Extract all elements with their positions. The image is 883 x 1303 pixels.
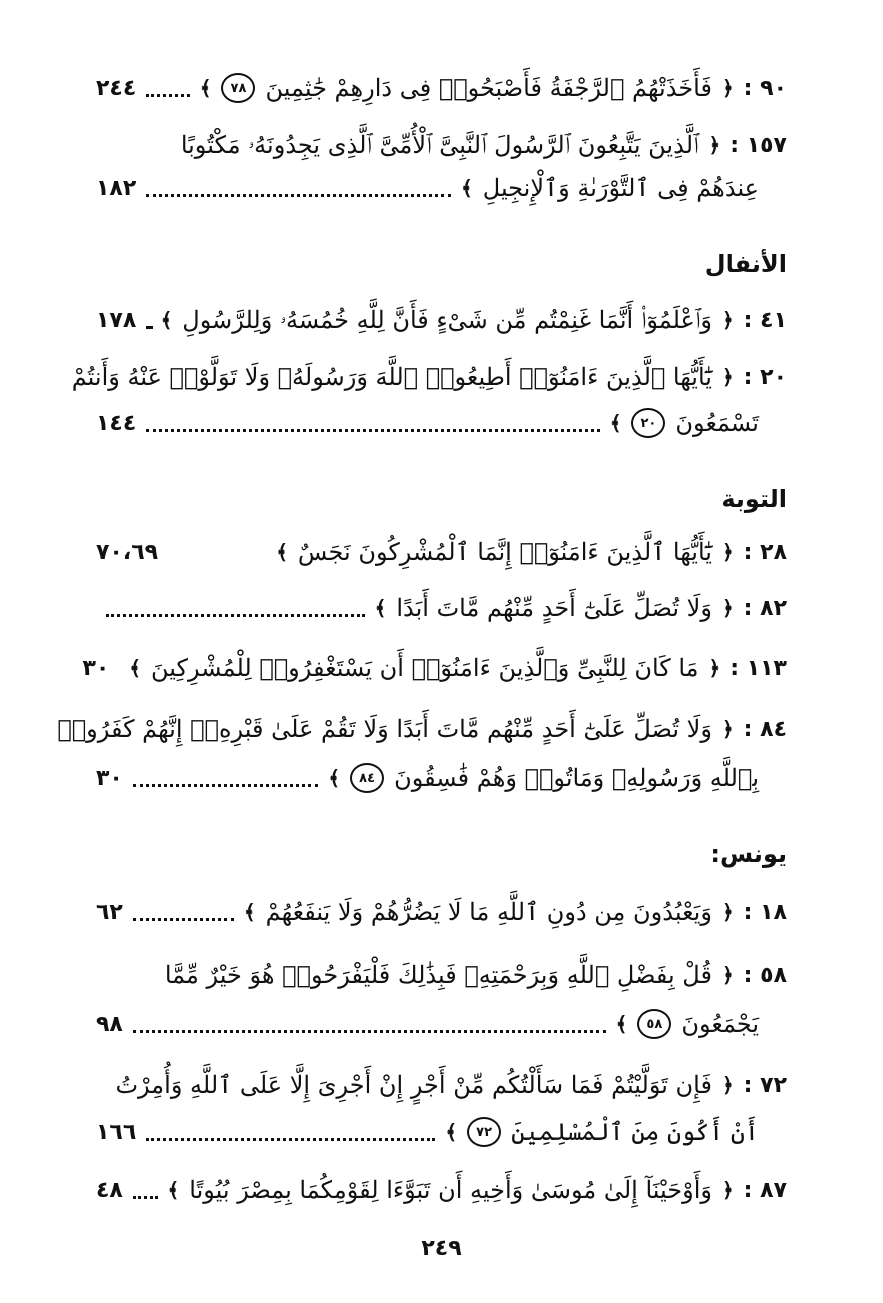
surah-heading: يونس: [710,840,787,868]
entry-row [96,955,787,995]
verse-text: قُلْ بِفَضْلِ ٱللَّهِ وَبِرَحْمَتِهِۦ فَبِذَٰلِكَ فَلْيَفْرَحُوا۟ هُوَ خَيْرٌ مِّمَّا [164,961,712,989]
page-reference: ٩٨ [96,1011,123,1037]
verse-number: ١٨ : [743,899,787,925]
page-reference: ١٨٢ [96,175,137,201]
verse-text: يَٰٓأَيُّهَا ٱلَّذِينَ ءَامَنُوٓا۟ أَطِيعُوا۟ ٱللَّهَ وَرَسُولَهُۥ وَلَا تَوَلَّوْا۟ عَنْهُ وَأَنتُمْ [71,363,712,391]
entry-row [96,532,787,572]
verse-number: ٨٤ : [743,716,787,742]
entry-row [96,758,787,798]
dot-leader [106,600,365,617]
verse-number: ٢٨ : [743,539,787,565]
verse-text: يَٰٓأَيُّهَا ٱلَّذِينَ ءَامَنُوٓا۟ إِنَّمَا ٱلْمُشْرِكُونَ نَجَسٌ [297,538,712,566]
open-bracket: ﴿ [721,1178,734,1202]
dot-leader [133,770,319,787]
close-bracket: ﴾ [129,656,142,680]
verse [461,174,759,202]
verse-text: وَلَا تُصَلِّ عَلَىٰٓ أَحَدٍ مِّنْهُم مَّاتَ أَبَدًا [396,594,712,622]
verse-text: مَا كَانَ لِلنَّبِىِّ وَٱلَّذِينَ ءَامَنُوٓا۟ أَن يَسْتَغْفِرُوا۟ لِلْمُشْرِكِينَ [151,654,699,682]
verse-number: ١١٣ : [730,655,787,681]
entry-row [96,1112,787,1152]
verse [161,306,787,334]
open-bracket: ﴿ [708,133,721,157]
page-reference: ٢٤٤ [96,75,137,101]
dot-leader [146,1124,435,1141]
entry-row [96,1065,787,1105]
page-reference: ٧٠،٦٩ [96,539,159,565]
verse-number: ٨٢ : [743,595,787,621]
open-bracket: ﴿ [721,1073,734,1097]
entry-row [96,125,787,165]
close-bracket: ﴾ [445,1120,458,1144]
ayah-marker: ٢٠ [631,408,665,438]
dot-leader [133,1016,606,1033]
close-bracket: ﴾ [609,411,622,435]
verse-text: تَسْمَعُونَ [675,409,759,437]
open-bracket: ﴿ [721,540,734,564]
verse-number: ٥٨ : [743,962,787,988]
open-bracket: ﴿ [721,596,734,620]
open-bracket: ﴿ [721,365,734,389]
verse [244,898,787,926]
open-bracket: ﴿ [721,900,734,924]
verse-number: ٩٠ : [743,75,787,101]
close-bracket: ﴾ [374,596,387,620]
dot-leader [146,312,150,329]
entry-row [96,1170,787,1210]
verse [200,73,787,103]
close-bracket: ﴾ [199,76,212,100]
entry-row [96,403,787,443]
close-bracket: ﴾ [276,540,288,564]
verse-number: ١٥٧ : [730,132,787,158]
verse [181,131,787,159]
close-bracket: ﴾ [328,766,341,790]
verse-text: بِٱللَّهِ وَرَسُولِهِۦ وَمَاتُوا۟ وَهُمْ فَٰسِقُونَ [394,764,759,792]
page-reference: ٣٠ [96,765,123,791]
open-bracket: ﴿ [708,656,721,680]
open-bracket: ﴿ [721,717,734,741]
entry-row [82,648,787,688]
surah-heading: التوبة [721,485,787,513]
verse [375,594,787,622]
verse-number: ٢٠ : [743,364,787,390]
verse-number: ٤١ : [743,307,787,333]
verse-text: يَجْمَعُونَ [681,1010,759,1038]
verse [328,763,759,793]
ayah-marker: ٧٨ [221,73,255,103]
ayah-marker: ٥٨ [637,1009,671,1039]
page-reference: ١٦٦ [96,1119,137,1145]
entry-row [96,892,787,932]
dot-leader [133,1182,158,1199]
verse [165,961,787,989]
dot-leader [146,180,451,197]
open-bracket: ﴿ [721,76,734,100]
open-bracket: ﴿ [721,963,734,987]
verse-text: وَيَعْبُدُونَ مِن دُونِ ٱللَّهِ مَا لَا يَضُرُّهُمْ وَلَا يَنفَعُهُمْ [265,898,712,926]
verse [72,363,787,391]
entry-row [71,357,787,397]
verse-text: أَنْ أَكُونَ مِنَ ٱلْمُسْلِمِينَ [511,1118,759,1146]
entry-row [96,168,787,208]
entry-row [96,300,787,340]
page-reference: ١٧٨ [96,307,137,333]
close-bracket: ﴾ [160,308,173,332]
verse-text: عِندَهُمْ فِى ٱلتَّوْرَىٰةِ وَٱلْإِنجِيلِ [482,174,759,202]
verse [616,1009,759,1039]
page-reference: ٣٠ [82,655,110,681]
verse [57,715,787,743]
page-number: ٢٤٩ [421,1236,462,1261]
page-reference: ٦٢ [96,899,123,925]
close-bracket: ﴾ [243,900,256,924]
ayah-marker: ٨٤ [350,763,384,793]
dot-leader [146,80,189,97]
close-bracket: ﴾ [167,1178,180,1202]
ayah-marker: ٧٢ [467,1117,501,1147]
verse-text: فَإِن تَوَلَّيْتُمْ فَمَا سَأَلْتُكُم مِّنْ أَجْرٍ إِنْ أَجْرِىَ إِلَّا عَلَى ٱللَّهِ وَأُمِرْتُ [115,1071,712,1099]
entry-row [96,1004,787,1044]
verse [276,538,787,566]
entry-row [96,588,787,628]
page-reference: ٤٨ [96,1177,123,1203]
close-bracket: ﴾ [615,1012,628,1036]
verse [610,408,759,438]
verse-text: وَٱعْلَمُوٓا۟ أَنَّمَا غَنِمْتُم مِّن شَىْءٍ فَأَنَّ لِلَّهِ خُمُسَهُۥ وَلِلرَّسُولِ [182,306,712,334]
verse-text: ٱلَّذِينَ يَتَّبِعُونَ ٱلرَّسُولَ ٱلنَّبِىَّ ٱلْأُمِّىَّ ٱلَّذِى يَجِدُونَهُۥ مَكْتُوبًا [180,131,699,159]
verse-number: ٧٢ : [743,1072,787,1098]
close-bracket: ﴾ [461,176,473,200]
entry-row [57,709,787,749]
page-reference: ١٤٤ [96,410,137,436]
entry-row [96,68,787,108]
dot-leader [146,415,599,432]
verse [115,1071,787,1099]
verse-text: وَأَوْحَيْنَآ إِلَىٰ مُوسَىٰ وَأَخِيهِ أَن تَبَوَّءَا لِقَوْمِكُمَا بِمِصْرَ بُيُوتًا [189,1176,712,1204]
verse [129,654,787,682]
open-bracket: ﴿ [721,308,734,332]
verse-number: ٨٧ : [743,1177,787,1203]
verse-text: فَأَخَذَتْهُمُ ٱلرَّجْفَةُ فَأَصْبَحُوا۟ فِى دَارِهِمْ جَٰثِمِينَ [265,74,712,102]
verse [168,1176,787,1204]
verse [445,1117,759,1147]
verse-text: وَلَا تُصَلِّ عَلَىٰٓ أَحَدٍ مِّنْهُم مَّاتَ أَبَدًا وَلَا تَقُمْ عَلَىٰ قَبْرِهِۦٓ إِنَّهُمْ كَفَرُوا۟ [57,715,712,743]
surah-heading: الأنفال [704,250,787,278]
dot-leader [133,904,234,921]
